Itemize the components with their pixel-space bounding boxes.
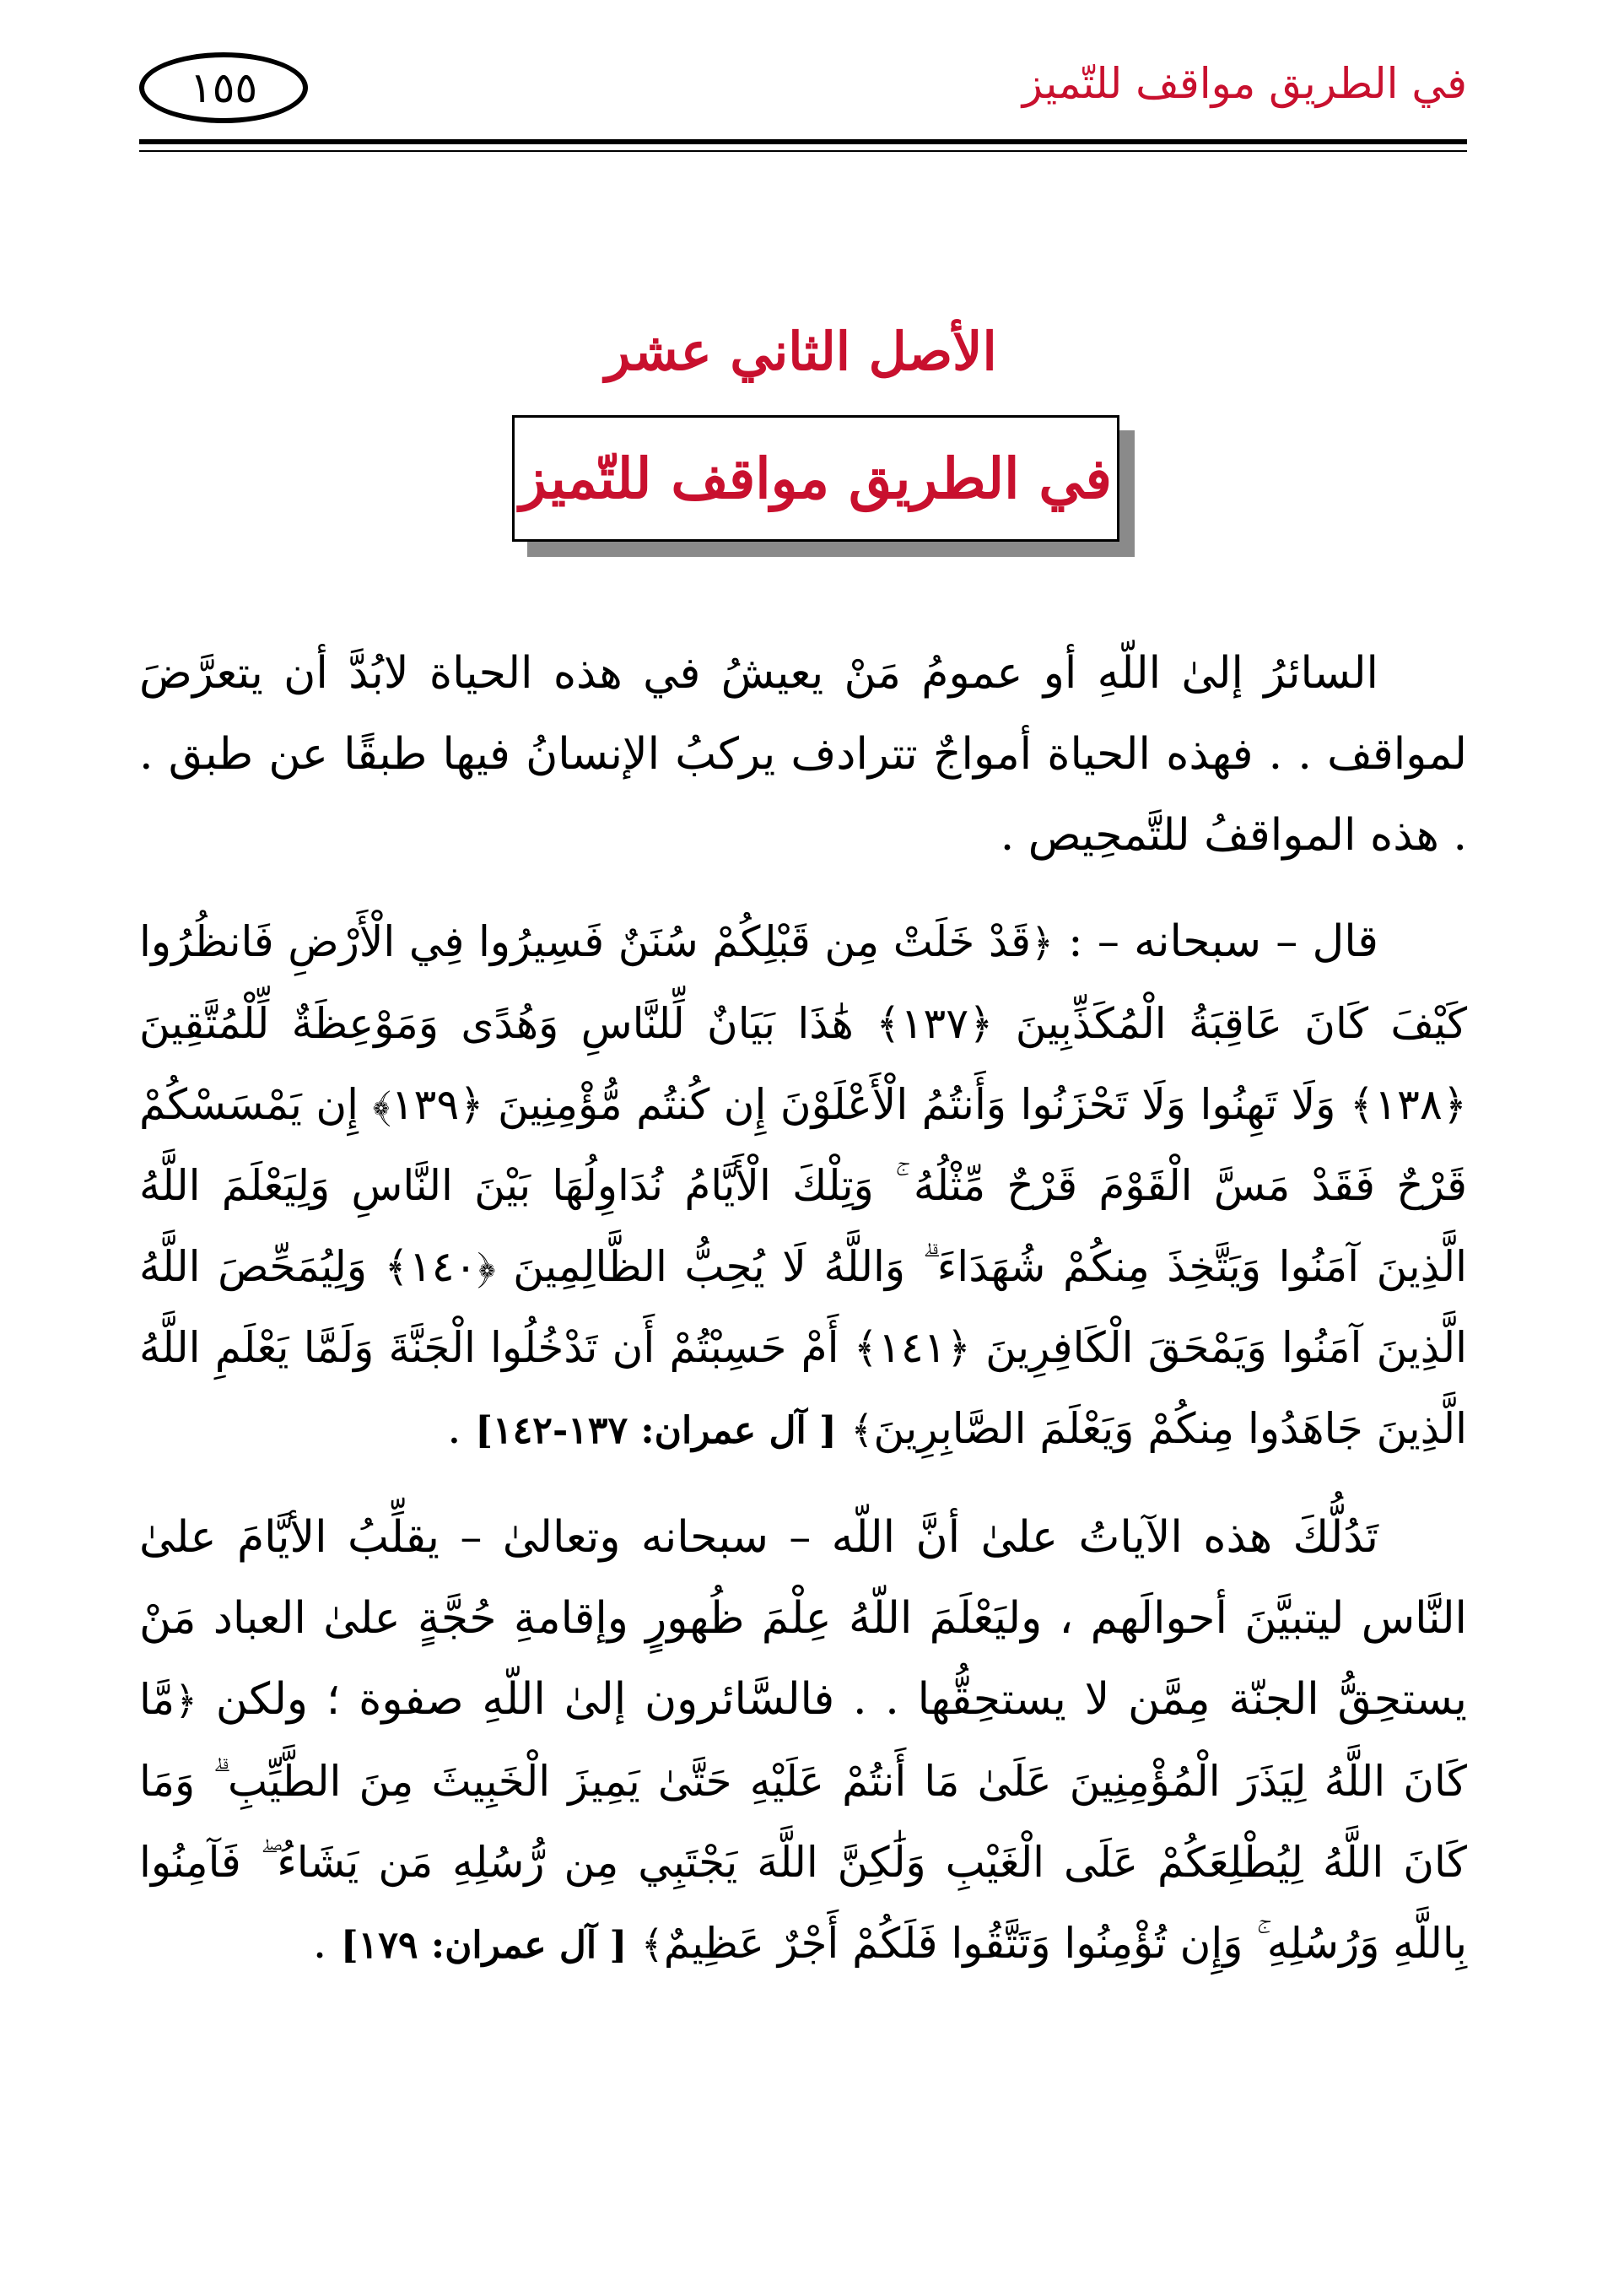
verse-reference-2: [ آل عمران: ١٧٩] <box>340 1924 628 1967</box>
paragraph-2-intro: قال – سبحانه – : <box>1068 916 1378 967</box>
chapter-heading: الأصل الثاني عشر <box>605 321 997 382</box>
page-number <box>139 52 308 123</box>
paragraph-1-text: السائرُ إلىٰ اللّهِ أو عمومُ مَنْ يعيشُ في هذه الحياة لابُدَّ أن يتعرَّضَ لمواقف . . فهذه الحياة أمواجٌ تترادف يركبُ الإنسانُ فيها طبقًا عن طبق . . هذه المواقفُ للتَّمحِيص . <box>139 648 1467 861</box>
quran-close-bracket: ﴾ <box>850 1407 874 1452</box>
paragraph-3-end: . <box>312 1918 327 1969</box>
running-title: في الطريق مواقف للتّميز <box>1022 59 1467 108</box>
paragraph-2 <box>139 901 1467 1472</box>
quran-open-bracket: ﴿ <box>1031 920 1054 965</box>
page-number-text: ١٥٥ <box>189 63 258 112</box>
paragraph-3 <box>139 1497 1467 1986</box>
quran-verse-1: قَدْ خَلَتْ مِن قَبْلِكُمْ سُنَنٌ فَسِيرُوا فِي الْأَرْضِ فَانظُرُوا كَيْفَ كَانَ عَاقِبَةُ الْمُكَذِّبِينَ ﴿١٣٧﴾ هَٰذَا بَيَانٌ لِّلنَّاسِ وَهُدًى وَمَوْعِظَةٌ لِّلْمُتَّقِينَ ﴿١٣٨﴾ وَلَا تَهِنُوا وَلَا تَحْزَنُوا وَأَنتُمُ الْأَعْلَوْنَ إِن كُنتُم مُّؤْمِنِينَ ﴿١٣٩﴾ إِن يَمْسَسْكُمْ قَرْحٌ فَقَدْ مَسَّ الْقَوْمَ قَرْحٌ مِّثْلُهُ ۚ وَتِلْكَ الْأَيَّامُ نُدَاوِلُهَا بَيْنَ النَّاسِ وَلِيَعْلَمَ اللَّهُ الَّذِينَ آمَنُوا وَيَتَّخِذَ مِنكُمْ شُهَدَاءَ ۗ وَاللَّهُ لَا يُحِبُّ الظَّالِمِينَ ﴿١٤٠﴾ وَلِيُمَحِّصَ اللَّهُ الَّذِينَ آمَنُوا وَيَمْحَقَ الْكَافِرِينَ ﴿١٤١﴾ أَمْ حَسِبْتُمْ أَن تَدْخُلُوا الْجَنَّةَ وَلَمَّا يَعْلَمِ اللَّهُ الَّذِينَ جَاهَدُوا مِنكُمْ وَيَعْلَمَ الصَّابِرِينَ <box>139 917 1468 1453</box>
header-rule-thick <box>139 139 1467 144</box>
quran-open-bracket: ﴿ <box>175 1677 197 1723</box>
paragraph-1 <box>139 633 1467 876</box>
paragraph-2-end: . <box>447 1403 461 1454</box>
verse-reference-1: [ آل عمران: ١٣٧-١٤٢] <box>475 1409 837 1452</box>
header-rule-thin <box>139 150 1467 152</box>
chapter-title-box <box>512 415 1119 542</box>
body-text <box>139 633 1467 2012</box>
chapter-title: في الطريق مواقف للتّميز <box>520 446 1112 511</box>
paragraph-3-text: تَدُلُّكَ هذه الآياتُ علىٰ أنَّ اللّه – سبحانه وتعالىٰ – يقلِّبُ الأيَّامَ علىٰ النَّاس ليتبيَّنَ أحوالَهم ، وليَعْلَمَ اللّهُ عِلْمَ ظُهورٍ وإقامةِ حُجَّةٍ علىٰ العباد مَنْ يستحِقُّ الجنّة مِمَّن لا يستحِقُّها . . فالسَّائرون إلىٰ اللّهِ صفوة ؛ ولكن <box>139 1512 1468 1725</box>
quran-close-bracket: ﴾ <box>640 1921 664 1967</box>
quran-verse-2: مَّا كَانَ اللَّهُ لِيَذَرَ الْمُؤْمِنِينَ عَلَىٰ مَا أَنتُمْ عَلَيْهِ حَتَّىٰ يَمِيزَ الْخَبِيثَ مِنَ الطَّيِّبِ ۗ وَمَا كَانَ اللَّهُ لِيُطْلِعَكُمْ عَلَى الْغَيْبِ وَلَٰكِنَّ اللَّهَ يَجْتَبِي مِن رُّسُلِهِ مَن يَشَاءُ ۖ فَآمِنُوا بِاللَّهِ وَرُسُلِهِ ۚ وَإِن تُؤْمِنُوا وَتَتَّقُوا فَلَكُمْ أَجْرٌ عَظِيمٌ <box>139 1675 1467 1968</box>
